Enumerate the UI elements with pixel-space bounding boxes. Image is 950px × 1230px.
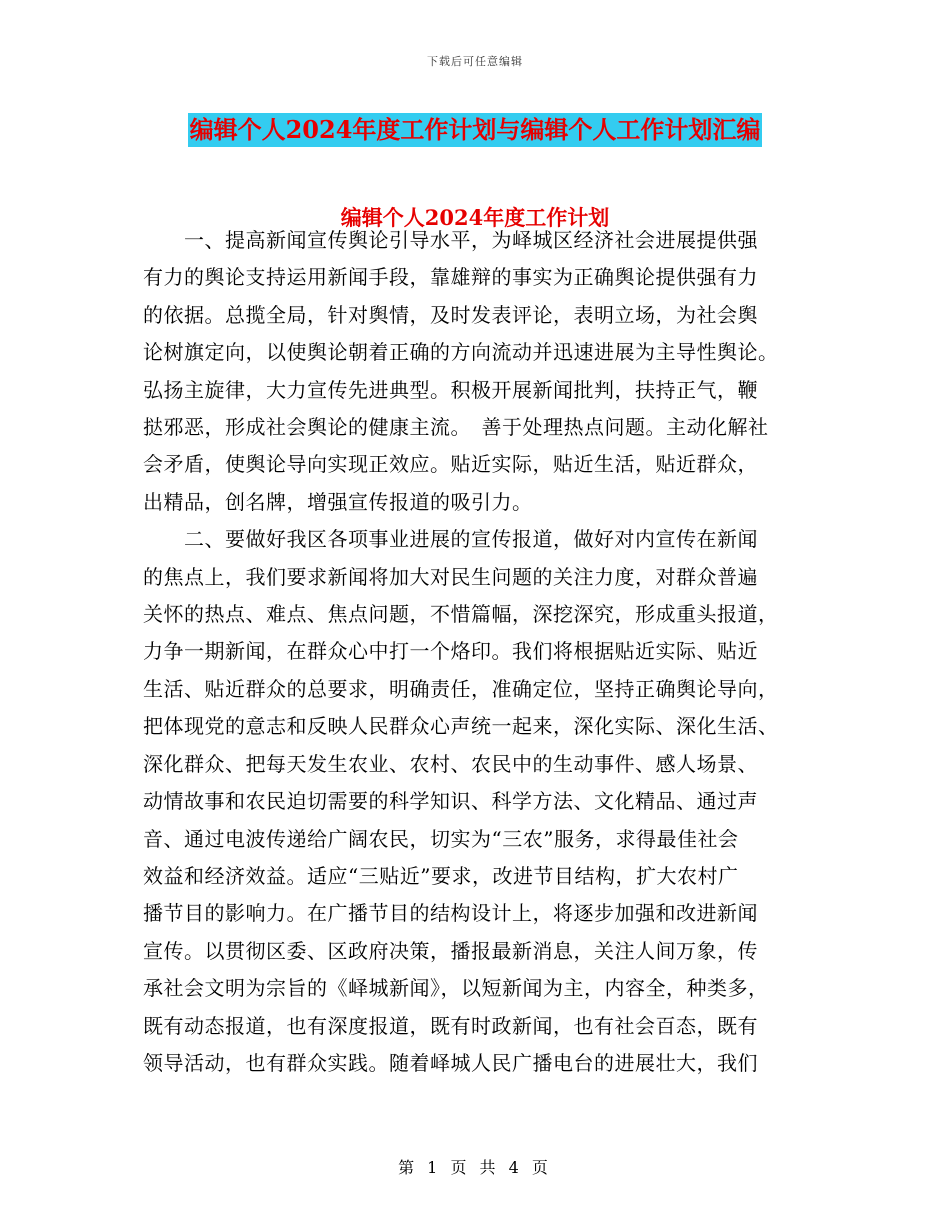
text-line: 的焦点上，我们要求新闻将加大对民生问题的关注力度，对群众普遍 [143, 564, 758, 589]
text-line: 既有动态报道，也有深度报道，既有时政新闻，也有社会百态，既有 [143, 1013, 758, 1038]
text-line: 播节目的影响力。在广播节目的结构设计上，将逐步加强和改进新闻 [143, 901, 758, 926]
page-header: 下载后可任意编辑 [427, 55, 523, 68]
text-line: 关怀的热点、难点、焦点问题，不惜篇幅，深挖深究，形成重头报道， [143, 602, 779, 627]
text-line: 挞邪恶，形成社会舆论的健康主流。 善于处理热点问题。主动化解社 [143, 415, 769, 440]
text-line: 的依据。总揽全局，针对舆情，及时发表评论，表明立场，为社会舆 [143, 302, 758, 327]
text-line: 一、提高新闻宣传舆论引导水平，为峄城区经济社会进展提供强 [143, 228, 758, 252]
text-line: 力争一期新闻，在群众心中打一个烙印。我们将根据贴近实际、贴近 [143, 639, 758, 664]
document-title: 编辑个人2024年度工作计划与编辑个人工作计划汇编 [188, 113, 763, 147]
section-title: 编辑个人2024年度工作计划 [340, 205, 610, 230]
page-footer: 第 1 页 共 4 页 [398, 1158, 552, 1177]
text-line: 效益和经济效益。适应“三贴近”要求，改进节目结构，扩大农村广 [143, 863, 739, 888]
text-line: 领导活动，也有群众实践。随着峄城人民广播电台的进展壮大，我们 [143, 1050, 758, 1075]
text-line: 弘扬主旋律，大力宣传先进典型。积极开展新闻批判，扶持正气，鞭 [143, 377, 758, 402]
text-line: 动情故事和农民迫切需要的科学知识、科学方法、文化精品、通过声 [143, 789, 758, 814]
main-title-container [0, 113, 950, 147]
text-line: 会矛盾，使舆论导向实现正效应。贴近实际，贴近生活，贴近群众， [143, 452, 758, 477]
paragraph-1 [143, 222, 803, 521]
document-body [143, 222, 803, 1082]
text-line: 出精品，创名牌，增强宣传报道的吸引力。 [143, 489, 533, 514]
paragraph-2 [143, 521, 803, 1082]
text-line: 承社会文明为宗旨的《峄城新闻》，以短新闻为主，内容全，种类多， [143, 976, 769, 1001]
text-line: 深化群众、把每天发生农业、农村、农民中的生动事件、感人场景、 [143, 751, 758, 776]
text-line: 论树旗定向，以使舆论朝着正确的方向流动并迅速进展为主导性舆论。 [143, 340, 779, 365]
text-line: 宣传。以贯彻区委、区政府决策，播报最新消息，关注人间万象，传 [143, 938, 758, 963]
text-line: 有力的舆论支持运用新闻手段，靠雄辩的事实为正确舆论提供强有力 [143, 265, 758, 290]
text-line: 音、通过电波传递给广阔农民，切实为“三农”服务，求得最佳社会 [143, 826, 739, 851]
text-line: 二、要做好我区各项事业进展的宣传报道，做好对内宣传在新闻 [143, 527, 758, 552]
text-line: 生活、贴近群众的总要求，明确责任，准确定位，坚持正确舆论导向， [143, 676, 779, 701]
text-line: 把体现党的意志和反映人民群众心声统一起来，深化实际、深化生活、 [143, 714, 779, 739]
